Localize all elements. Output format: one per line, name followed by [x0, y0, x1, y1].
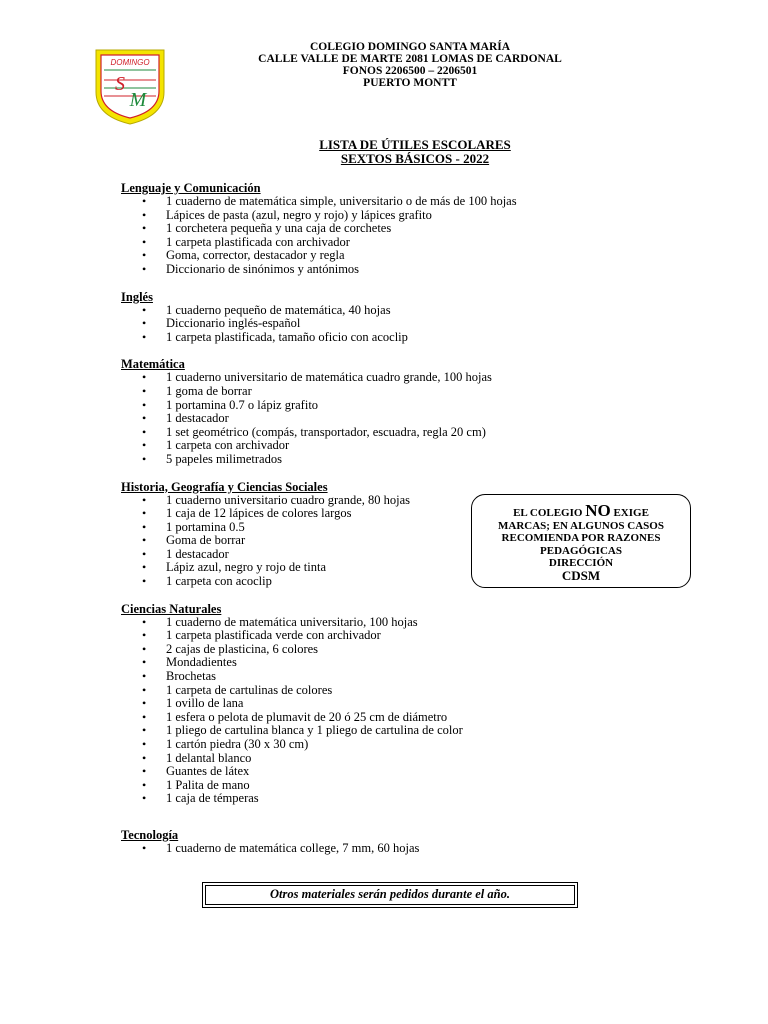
list-item: • Diccionario de sinónimos y antónimos: [121, 263, 481, 277]
list-item: • Guantes de látex: [121, 765, 481, 779]
list-item: • Goma, corrector, destacador y regla: [121, 249, 481, 263]
list-item: • 1 goma de borrar: [121, 385, 481, 399]
section-ingles: [121, 290, 481, 345]
list-item: • 1 cuaderno universitario cuadro grande, 80 hojas: [121, 494, 481, 508]
list-item: • 1 cuaderno de matemática college, 7 mm, 60 hojas: [121, 842, 481, 856]
list-item: • Diccionario inglés-español: [121, 317, 481, 331]
school-address: CALLE VALLE DE MARTE 2081 LOMAS DE CARDONAL: [258, 53, 562, 65]
list-item: • 1 set geométrico (compás, transportador, escuadra, regla 20 cm): [121, 426, 481, 440]
footer-note-box: [202, 882, 578, 908]
supply-list: [121, 181, 517, 869]
section-heading: Historia, Geografía y Ciencias Sociales: [121, 479, 328, 494]
notice-line-5: DIRECCIÓN: [548, 557, 614, 569]
notice-line-6: CDSM: [561, 567, 601, 583]
list-item: • Lápiz azul, negro y rojo de tinta: [121, 561, 481, 575]
list-item: • 1 cartón piedra (30 x 30 cm): [121, 738, 481, 752]
section-ciencias-naturales: [121, 602, 481, 806]
list-item: • 1 cuaderno pequeño de matemática, 40 hojas: [121, 304, 481, 318]
list-item: • 1 Palita de mano: [121, 779, 481, 793]
school-city: PUERTO MONTT: [363, 77, 457, 89]
list-item: • 1 cuaderno universitario de matemática cuadro grande, 100 hojas: [121, 371, 481, 385]
list-item: • 1 esfera o pelota de plumavit de 20 ó 25 cm de diámetro: [121, 711, 481, 725]
list-item: • 1 destacador: [121, 548, 481, 562]
section-lenguaje: [121, 181, 517, 277]
list-item: • 1 destacador: [121, 412, 481, 426]
section-heading: Inglés: [121, 289, 153, 304]
list-item: • 1 delantal blanco: [121, 752, 481, 766]
list-item: • 1 carpeta plastificada, tamaño oficio con acoclip: [121, 331, 481, 345]
logo-banner-text: DOMINGO: [110, 58, 150, 67]
list-item: • 1 carpeta plastificada con archivador: [121, 236, 481, 250]
notice-post: EXIGE: [613, 507, 649, 519]
list-item: • 1 portamina 0.5: [121, 521, 481, 535]
list-item: • 1 cuaderno de matemática simple, universitario o de más de 100 hojas: [121, 195, 481, 209]
notice-line-2: MARCAS; EN ALGUNOS CASOS: [498, 519, 664, 532]
list-item: • 1 pliego de cartulina blanca y 1 pliego de cartulina de color: [121, 724, 481, 738]
list-item: • 1 portamina 0.7 o lápiz grafito: [121, 399, 481, 413]
list-item: • 1 caja de témperas: [121, 792, 481, 806]
section-heading: Tecnología: [121, 827, 179, 842]
school-logo: [92, 46, 168, 126]
list-item: • 1 caja de 12 lápices de colores largos: [121, 507, 481, 521]
list-item: • Lápices de pasta (azul, negro y rojo) y lápices grafito: [121, 209, 481, 223]
list-item: • 1 carpeta con acoclip: [121, 575, 481, 589]
notice-line-1: [472, 501, 690, 520]
section-tecnologia: [121, 828, 481, 856]
title-line-2: SEXTOS BÁSICOS - 2022: [340, 151, 490, 166]
notice-pre: EL COLEGIO: [513, 507, 583, 519]
school-name: COLEGIO DOMINGO SANTA MARÍA: [309, 41, 511, 53]
list-item: • Brochetas: [121, 670, 481, 684]
school-phones: FONOS 2206500 – 2206501: [342, 65, 478, 77]
notice-line-4: PEDAGÓGICAS: [540, 544, 622, 557]
notice-emphasis: NO: [585, 501, 611, 520]
list-item: • 1 carpeta de cartulinas de colores: [121, 684, 481, 698]
section-matematica: [121, 357, 492, 466]
list-item: • 5 papeles milimetrados: [121, 453, 481, 467]
list-item: • Mondadientes: [121, 656, 481, 670]
list-item: • 2 cajas de plasticina, 6 colores: [121, 643, 481, 657]
school-header: [200, 41, 620, 89]
footer-note: Otros materiales serán pedidos durante el año.: [205, 885, 575, 905]
list-item: • 1 carpeta con archivador: [121, 439, 481, 453]
section-heading: Ciencias Naturales: [121, 601, 222, 616]
list-item: • Goma de borrar: [121, 534, 481, 548]
section-heading: Lenguaje y Comunicación: [121, 181, 261, 195]
document-title: [250, 138, 580, 166]
list-item: • 1 carpeta plastificada verde con archivador: [121, 629, 481, 643]
notice-box: [471, 494, 691, 588]
logo-letter-s: S: [115, 73, 125, 95]
section-heading: Matemática: [121, 357, 185, 372]
list-item: • 1 corchetera pequeña y una caja de corchetes: [121, 222, 481, 236]
section-historia: [121, 480, 481, 589]
title-line-1: LISTA DE ÚTILES ESCOLARES: [319, 137, 511, 152]
notice-line-3: RECOMIENDA POR RAZONES: [501, 532, 661, 544]
list-item: • 1 cuaderno de matemática universitario, 100 hojas: [121, 616, 481, 630]
logo-letter-m: M: [129, 89, 147, 111]
list-item: • 1 ovillo de lana: [121, 697, 481, 711]
